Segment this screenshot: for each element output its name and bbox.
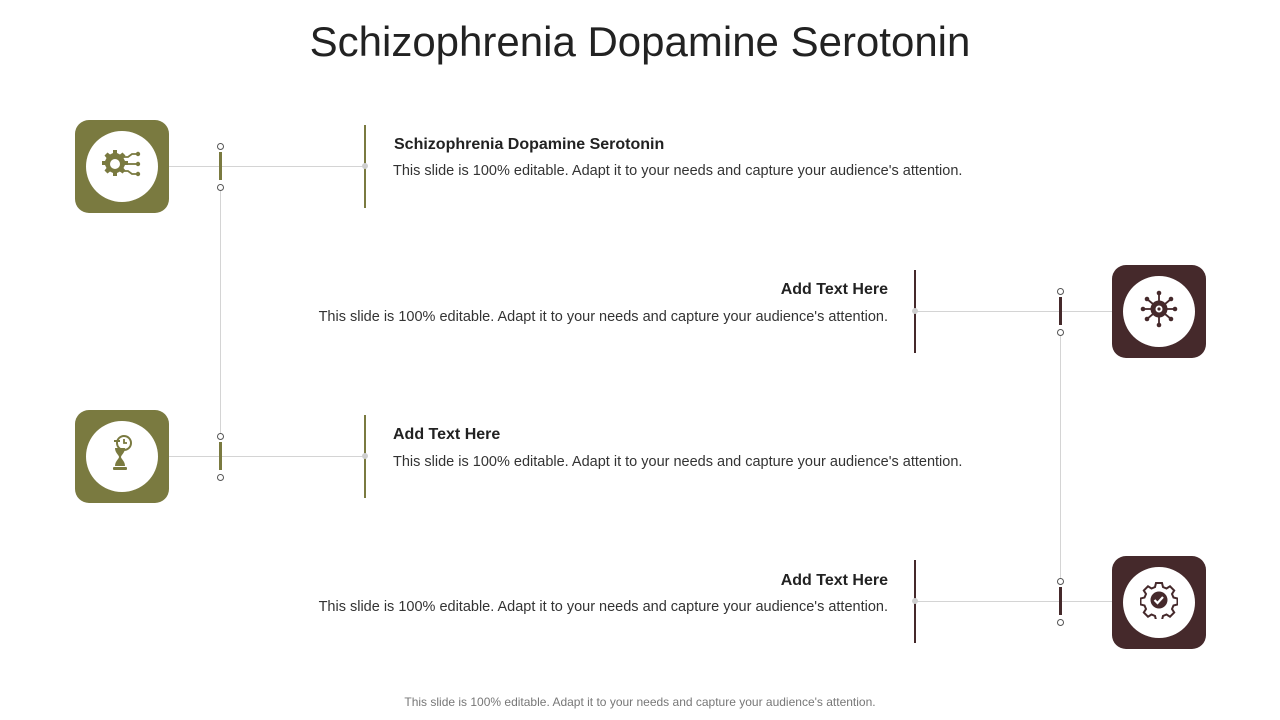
item-3-icon-box <box>75 410 169 503</box>
network-hub-icon <box>1140 290 1178 333</box>
item-2-connector <box>914 311 1112 312</box>
item-4-icon-box <box>1112 556 1206 649</box>
item-3-connector <box>169 456 366 457</box>
item-4-anchor <box>912 598 918 604</box>
item-3-tick <box>219 442 222 470</box>
item-2-node-top <box>1057 288 1064 295</box>
item-4-text: This slide is 100% editable. Adapt it to your needs and capture your audience's attention. <box>318 599 888 615</box>
item-2-text: This slide is 100% editable. Adapt it to your needs and capture your audience's attention. <box>318 309 888 325</box>
item-2-heading: Add Text Here <box>780 281 888 298</box>
right-connector-line <box>1060 332 1061 582</box>
page-title: Schizophrenia Dopamine Serotonin <box>309 18 971 65</box>
item-3-node-bottom <box>217 474 224 481</box>
item-2-icon-box <box>1112 265 1206 358</box>
circuit-icon <box>102 148 142 185</box>
item-1-node-bottom <box>217 184 224 191</box>
item-3-text: This slide is 100% editable. Adapt it to your needs and capture your audience's attention. <box>393 454 963 470</box>
footer-note: This slide is 100% editable. Adapt it to your needs and capture your audience's attention. <box>404 695 876 709</box>
item-3-node-top <box>217 433 224 440</box>
item-1-tick <box>219 152 222 180</box>
item-1-text: This slide is 100% editable. Adapt it to your needs and capture your audience's attention. <box>393 163 963 179</box>
item-2-tick <box>1059 297 1062 325</box>
hourglass-icon <box>107 434 137 479</box>
item-3-anchor <box>362 453 368 459</box>
item-1-connector <box>169 166 366 167</box>
item-4-tick <box>1059 587 1062 615</box>
item-1-anchor <box>362 163 368 169</box>
item-2-anchor <box>912 308 918 314</box>
item-1-icon-box <box>75 120 169 213</box>
item-4-heading: Add Text Here <box>780 572 888 589</box>
left-connector-line <box>220 187 221 437</box>
item-1-heading: Schizophrenia Dopamine Serotonin <box>394 136 665 153</box>
item-4-node-bottom <box>1057 619 1064 626</box>
item-4-node-top <box>1057 578 1064 585</box>
item-3-heading: Add Text Here <box>393 426 501 443</box>
item-4-connector <box>914 601 1112 602</box>
gear-check-icon <box>1140 581 1178 624</box>
item-1-node-top <box>217 143 224 150</box>
item-2-node-bottom <box>1057 329 1064 336</box>
